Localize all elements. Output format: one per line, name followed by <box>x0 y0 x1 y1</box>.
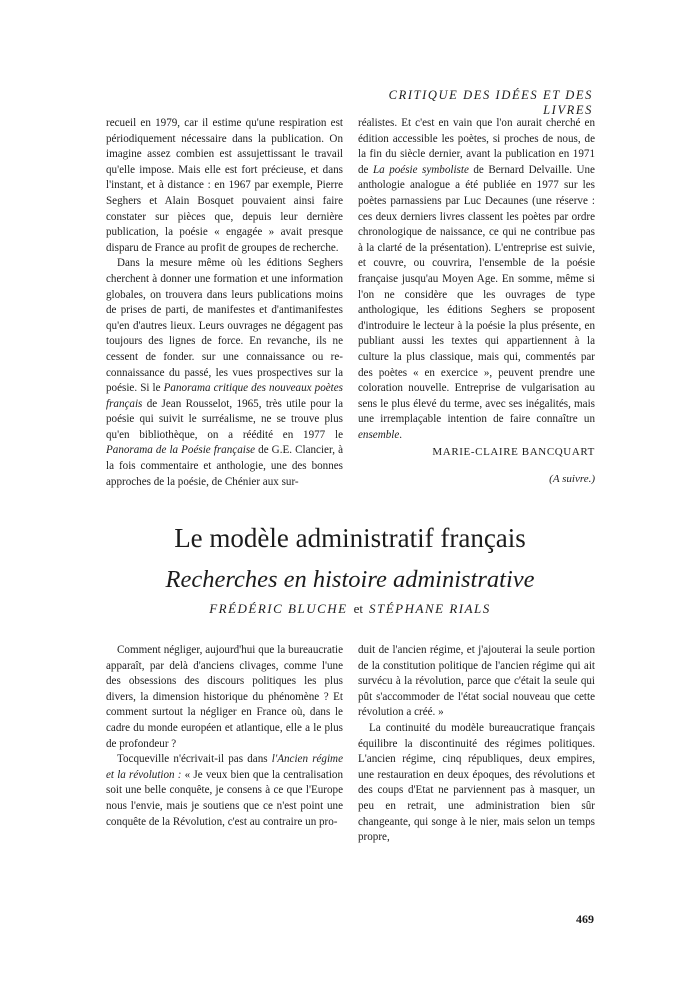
article-paragraph: Tocqueville n'écrivait-il pas dans l'Ancien régime et la révolution : « Je veux bien que la centralisation soit une belle conquête, je consens à ce que l'Europe nous l'envie, mais je soutiens que ce n'est point une conquête de la Révolution, c'est au contraire un pro- <box>106 753 343 828</box>
article-column-right <box>358 643 595 846</box>
review-column-left <box>106 116 343 490</box>
article-title: Le modèle administratif français <box>174 523 526 553</box>
running-head: CRITIQUE DES IDÉES ET DES LIVRES <box>388 88 593 117</box>
article-column-left <box>106 643 343 830</box>
article-paragraph: Comment négliger, aujourd'hui que la bureaucratie apparaît, par delà d'anciens clivages, comme l'une des obsessions des discours politiques les plus divers, la dimension historique du phénomène ? Et comment surtout la négliger en France où, dans le cadre du monde européen et atlantique, elle a le plus de profondeur ? <box>106 644 343 750</box>
article-subtitle: Recherches en histoire administrative <box>165 566 535 593</box>
author-conjunction: et <box>353 601 364 616</box>
author-name: FRÉDÉRIC BLUCHE <box>209 601 348 616</box>
article-paragraph: La continuité du modèle bureaucratique français équilibre la discontinuité des régimes politiques. L'ancien régime, cinq républiques, deux empires, une restauration en deux époques, des révolutions et des coups d'Etat ne parviennent pas à masquer, un peu en retrait, une administration bien sûr changeante, qui songe à le nier, mais selon un temps propre, <box>358 721 595 844</box>
to-be-continued: (A suivre.) <box>549 473 595 485</box>
article-paragraph: duit de l'ancien régime, et j'ajouterai la seule portion de la constitution politique de l'ancien régime qui ait survécu à la révolution, parce que c'était la seule qui pût s'accommoder de l'état social nouveau que cette révolution a créé. » <box>358 644 595 719</box>
page-number: 469 <box>576 912 594 926</box>
review-paragraph: recueil en 1979, car il estime qu'une respiration est périodiquement nécessaire dans la publication. On imagine assez combien est assujettissant le travail qu'elle impose. Mais elle est fort précieuse, et dans l'instant, et à distance : en 1967 par exemple, Pierre Seghers et Alain Bosquet pouvaient ainsi faire constater sur pièces que, depuis leur dernière publication, la poésie « engagée » avait presque disparu de France au profit de groupes de recherche. <box>106 117 343 254</box>
review-paragraph: Dans la mesure même où les éditions Seghers cherchent à donner une formation et une information globales, on trouvera dans leurs publications moins de prises de parti, de manifestes et d'antimanifestes qu'en d'autres lieux. Leurs ouvrages ne dégagent pas toujours des lignes de force. En revanche, ils ne cessent de fonder. sur une connaissance ou re-connaissance du passé, les vues prospectives sur la poésie. Si le Panorama critique des nouveaux poètes français de Jean Rousselot, 1965, très utile pour la poésie qui suivit le surréalisme, ne se trouve plus qu'en bibliothèque, on a réédité en 1977 le Panorama de la Poésie française de G.E. Clancier, à la fois commentaire et anthologie, une des bonnes approches de la poésie, de Chénier aux sur- <box>106 257 343 488</box>
review-column-right <box>358 116 595 443</box>
article-authors <box>0 601 700 617</box>
review-signature: MARIE-CLAIRE BANCQUART <box>432 446 595 458</box>
review-paragraph: réalistes. Et c'est en vain que l'on aurait cherché en édition accessible les poètes, si proches de nous, de la fin du siècle dernier, avant la publication en 1971 de La poésie symboliste de Bernard Delvaille. Une anthologie analogue a été publiée en 1977 sur les poètes parnassiens par Luc Decaunes (une réserve : ces deux derniers livres classent les poètes par ordre chronologique de naissance, ce qui ne contribue pas à la clarté de la présentation). L'entreprise est suivie, et couvre, ou couvrira, l'ensemble de la poésie française jusqu'au Moyen Age. En somme, même si l'on ne considère que les ouvrages de type anthologique, les éditions Seghers se proposent d'introduire le lecteur à la poésie la plus présente, en publiant aussi les textes qui appartiennent à la culture la plus classique, mais qui, commentés par des poètes « en exercice », peuvent prendre une coloration nouvelle. Entreprise de vulgarisation au sens le plus élevé du terme, avec ses inégalités, mais une irremplaçable intention de faire connaître un ensemble. <box>358 117 595 441</box>
author-name: STÉPHANE RIALS <box>369 601 491 616</box>
